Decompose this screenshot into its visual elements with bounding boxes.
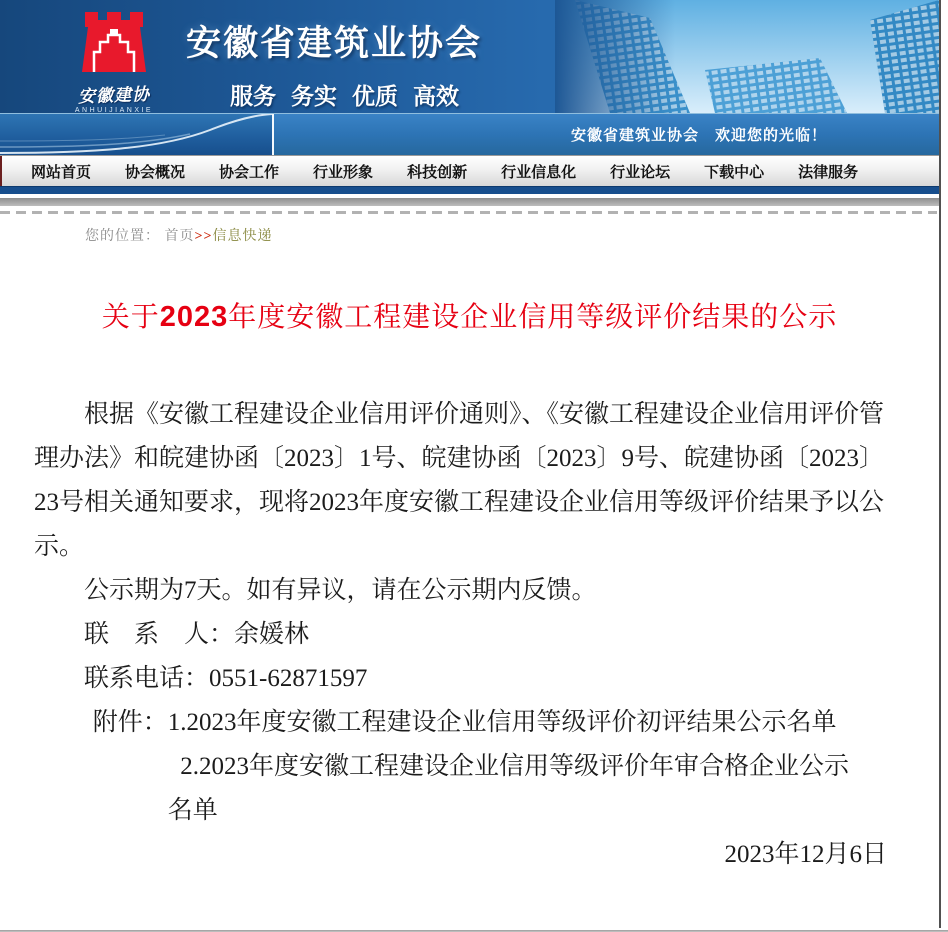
nav-underline-bar bbox=[0, 186, 939, 194]
nav-item-tech-innovation[interactable]: 科技创新 bbox=[407, 164, 468, 181]
paragraph-contact-person: 联 系 人：余媛林 bbox=[84, 621, 310, 648]
welcome-bar-right bbox=[274, 114, 939, 155]
logo-script-text: 安徽建协 bbox=[77, 84, 151, 107]
association-logo[interactable] bbox=[58, 10, 170, 113]
gray-divider-bar bbox=[0, 198, 939, 206]
attachments-label: 附件： bbox=[92, 709, 168, 736]
masthead-text bbox=[186, 16, 482, 111]
breadcrumb bbox=[0, 214, 939, 245]
paragraph-basis: 根据《安徽工程建设企业信用评价通则》、《安徽工程建设企业信用评价管理办法》和皖建协函〔2023〕1号、皖建协函〔2023〕9号、皖建协函〔2023〕23号相关通知要求，现将2023年度安徽工程建设企业信用等级评价结果予以公示。 bbox=[34, 401, 885, 560]
site-title: 安徽省建筑业协会 bbox=[186, 24, 483, 63]
paragraph-publicity-period: 公示期为7天。如有异议，请在公示期内反馈。 bbox=[84, 577, 597, 604]
article-title bbox=[34, 295, 905, 335]
nav-item-industry-informatization[interactable]: 行业信息化 bbox=[501, 164, 577, 181]
swoosh-graphic bbox=[0, 114, 272, 155]
nav-item-about[interactable]: 协会概况 bbox=[125, 164, 186, 181]
article-title-pre: 关于 bbox=[101, 302, 160, 333]
nav-item-download-center[interactable]: 下载中心 bbox=[704, 164, 765, 181]
nav-item-legal-services[interactable]: 法律服务 bbox=[798, 164, 859, 181]
nav-item-industry-image[interactable]: 行业形象 bbox=[313, 164, 374, 181]
breadcrumb-current-link[interactable]: 信息快递 bbox=[212, 229, 273, 244]
attachments-block bbox=[34, 701, 905, 833]
nav-item-industry-forum[interactable]: 行业论坛 bbox=[610, 164, 671, 181]
slogan-word: 务实 bbox=[291, 83, 337, 109]
slogan-word: 高效 bbox=[413, 83, 459, 109]
logo-latin-text: ANHUIJIANXIE bbox=[74, 107, 154, 113]
nav-item-association-work[interactable]: 协会工作 bbox=[219, 164, 280, 181]
article-body bbox=[34, 393, 905, 877]
article-title-year: 2023 bbox=[159, 301, 229, 333]
article bbox=[0, 295, 939, 877]
header-swoosh bbox=[0, 114, 272, 155]
article-title-post: 年度安徽工程建设企业信用等级评价结果的公示 bbox=[228, 302, 838, 333]
attachments-list bbox=[168, 701, 873, 833]
slogan-word: 服务 bbox=[230, 83, 276, 109]
castle-logo-icon bbox=[76, 10, 152, 74]
welcome-text: 安徽省建筑业协会 欢迎您的光临！ bbox=[570, 127, 827, 144]
slogan bbox=[230, 78, 482, 111]
breadcrumb-home-link[interactable]: 首页 bbox=[164, 229, 195, 244]
slogan-word: 优质 bbox=[352, 83, 398, 109]
article-date: 2023年12月6日 bbox=[724, 841, 887, 868]
breadcrumb-separator: >> bbox=[194, 229, 213, 244]
main-nav bbox=[0, 156, 939, 186]
paragraph-contact-phone: 联系电话：0551-62871597 bbox=[84, 665, 368, 692]
breadcrumb-prefix: 您的位置： bbox=[85, 229, 160, 244]
buildings-graphic bbox=[555, 0, 939, 113]
welcome-bar bbox=[0, 113, 939, 156]
attachment-item-1[interactable]: 1.2023年度安徽工程建设企业信用等级评价初评结果公示名单 bbox=[167, 709, 837, 736]
attachment-item-2[interactable]: 2.2023年度安徽工程建设企业信用等级评价年审合格企业公示名单 bbox=[167, 753, 850, 824]
nav-item-home[interactable]: 网站首页 bbox=[31, 164, 92, 181]
site-header bbox=[0, 0, 939, 113]
header-buildings-image bbox=[555, 0, 939, 113]
